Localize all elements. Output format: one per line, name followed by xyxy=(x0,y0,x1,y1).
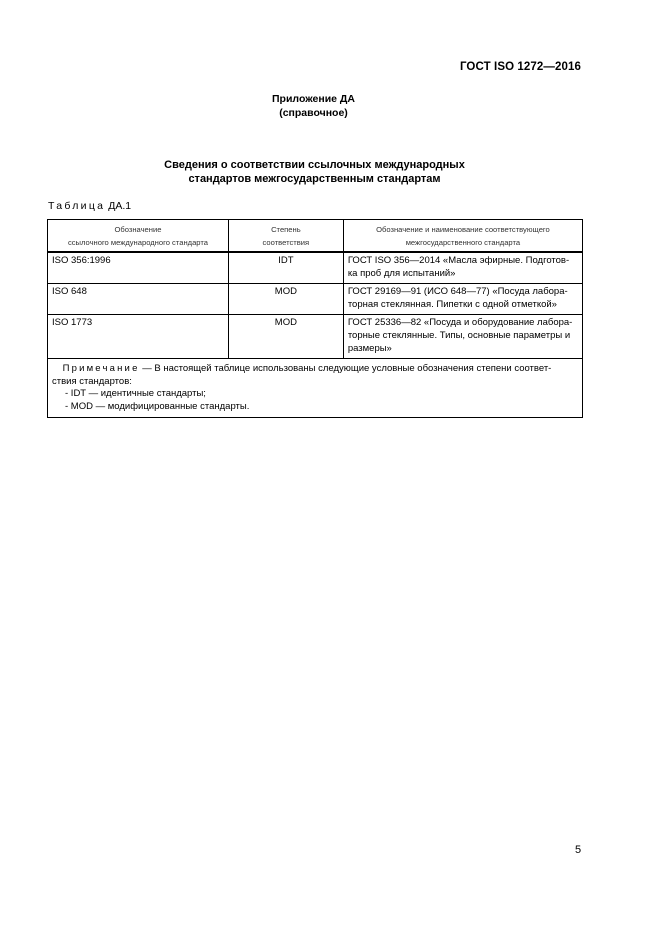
cell-national-standard xyxy=(343,315,582,359)
cell-degree: MOD xyxy=(228,284,343,315)
table-row xyxy=(48,284,583,315)
cell-line: торная стеклянная. Пипетки с одной отметкой» xyxy=(347,299,557,310)
annex-subtitle: (справочное) xyxy=(279,107,348,119)
cell-degree: MOD xyxy=(228,315,343,359)
table-row xyxy=(48,252,583,284)
table-caption xyxy=(48,200,131,212)
column-header-line: межгосударственного стандарта xyxy=(405,238,521,247)
note-item: - MOD — модифицированные стандарты. xyxy=(65,400,250,412)
column-header-line: Обозначение и наименование соответствующего xyxy=(376,225,550,234)
section-heading-line-2: стандартов межгосударственным стандартам xyxy=(188,173,441,185)
column-header-international xyxy=(48,220,229,253)
column-header-degree xyxy=(228,220,343,253)
table-note-row xyxy=(48,359,583,418)
table-row xyxy=(48,315,583,359)
note-line-2: ствия стандартов: xyxy=(52,375,132,387)
table-header-row xyxy=(48,220,583,253)
cell-degree: IDT xyxy=(228,252,343,284)
cell-national-standard xyxy=(343,284,582,315)
column-header-line: ссылочного международного стандарта xyxy=(67,238,208,247)
cell-international-standard: ISO 648 xyxy=(48,284,229,315)
column-header-national xyxy=(343,220,582,253)
correspondence-table xyxy=(47,219,583,418)
note-line-1 xyxy=(52,363,577,376)
cell-national-standard xyxy=(343,252,582,284)
table-caption-word: Таблица xyxy=(48,200,106,212)
note-label: Примечание xyxy=(62,363,140,374)
annex-title: Приложение ДА xyxy=(272,93,355,105)
cell-line: ГОСТ 25336—82 «Посуда и оборудование лабора- xyxy=(347,317,573,328)
page-number: 5 xyxy=(575,844,582,856)
column-header-line: Степень xyxy=(271,225,301,234)
cell-line: ка проб для испытаний» xyxy=(347,268,456,279)
cell-line: ГОСТ ISO 356—2014 «Масла эфирные. Подготов- xyxy=(347,255,570,266)
column-header-line: соответствия xyxy=(262,238,310,247)
note-item: - IDT — идентичные стандарты; xyxy=(65,388,206,399)
section-heading xyxy=(0,158,629,186)
cell-line: размеры» xyxy=(347,343,392,354)
document-code: ГОСТ ISO 1272—2016 xyxy=(459,61,581,73)
cell-international-standard: ISO 356:1996 xyxy=(48,252,229,284)
annex-heading xyxy=(0,92,627,120)
section-heading-line-1: Сведения о соответствии ссылочных международных xyxy=(164,159,465,171)
cell-line: торные стеклянные. Типы, основные параметры и xyxy=(347,330,571,341)
cell-international-standard: ISO 1773 xyxy=(48,315,229,359)
table-note xyxy=(48,359,583,418)
column-header-line: Обозначение xyxy=(114,225,162,234)
table-caption-number: ДА.1 xyxy=(108,200,132,212)
cell-line: ГОСТ 29169—91 (ИСО 648—77) «Посуда лабора- xyxy=(347,286,568,297)
note-text: — В настоящей таблице использованы следующие условные обозначения степени соответ- xyxy=(139,363,552,374)
